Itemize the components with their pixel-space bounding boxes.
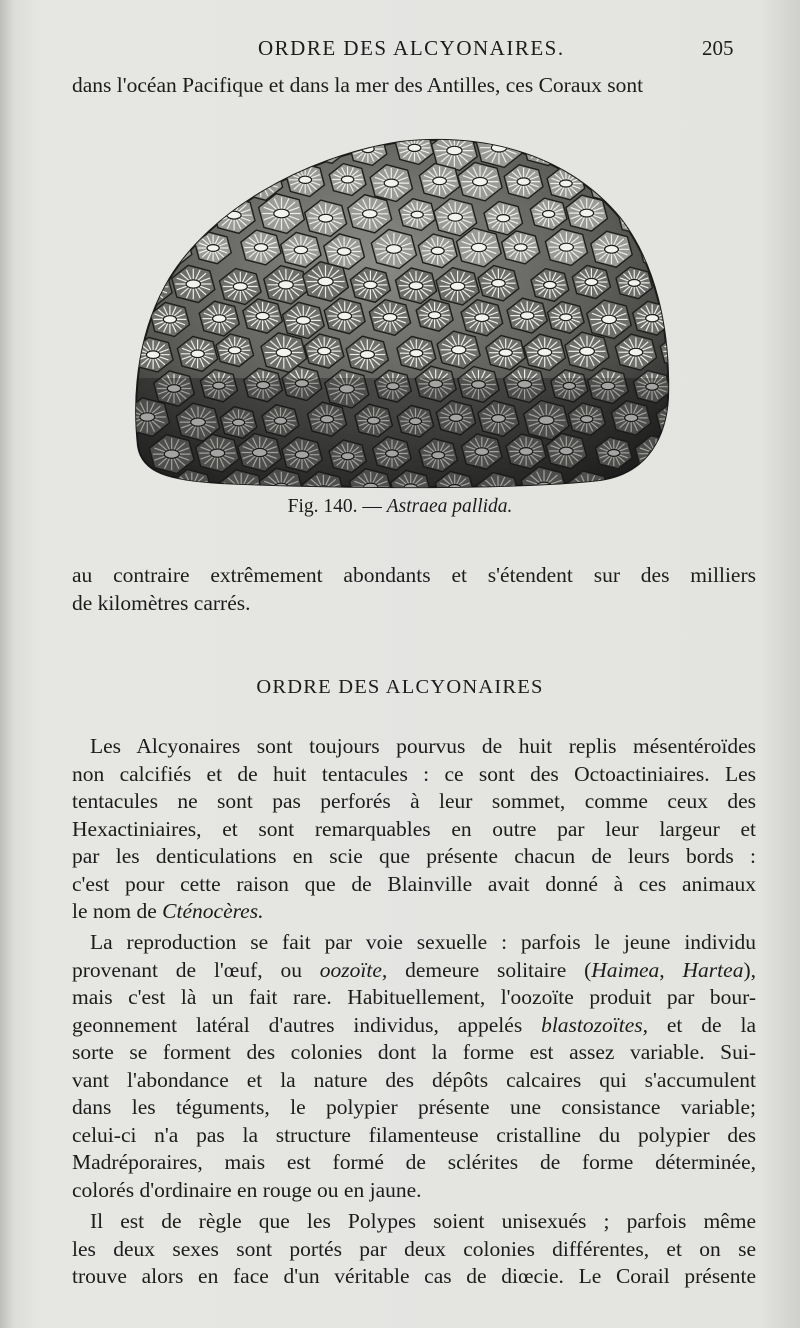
text-line — [72, 1012, 756, 1040]
text-line: La reproduction se fait par voie sexuelle : parfois le jeune individu — [90, 930, 756, 954]
running-head — [0, 36, 800, 66]
polyp-cell — [259, 128, 303, 166]
paragraph-sexes — [72, 1208, 756, 1291]
text-line: trouve alors en face d'un véritable cas de diœcie. Le Corail présente — [72, 1264, 756, 1288]
astraea-coral-engraving — [130, 128, 675, 490]
polyp-cell — [663, 268, 675, 300]
text-fragment: et de la — [648, 1012, 756, 1037]
text-line: au contraire extrêmement abondants et s'étendent sur des milliers — [72, 563, 756, 587]
intro-line: dans l'océan Pacifique et dans la mer des Antilles, ces Coraux sont — [72, 73, 644, 97]
polyp-cell — [638, 165, 676, 204]
text-line: Madréporaires, mais est formé de sclérites de forme déterminée, — [72, 1150, 756, 1174]
polyp-cell — [639, 233, 675, 268]
polyp-cell — [588, 164, 633, 203]
text-line: celui-ci n'a pas la structure filamenteuse cristalline du polypier des — [72, 1122, 756, 1147]
base-shading — [130, 378, 675, 490]
italic-term: Hartea — [682, 957, 744, 982]
text-line: c'est pour cette raison que de Blainville avait donné à ces animaux — [72, 871, 756, 896]
intro-paragraph — [72, 72, 756, 100]
polyp-cell — [572, 130, 610, 163]
italic-term: Cténocères. — [162, 899, 264, 923]
running-title: ORDRE DES ALCYONAIRES. — [258, 36, 565, 60]
text-line: de kilomètres carrés. — [72, 590, 251, 615]
caption-prefix: Fig. 140. — — [287, 496, 382, 517]
polyp-cell — [615, 474, 652, 490]
polyp-cell — [200, 165, 239, 199]
text-fragment: le nom de — [72, 899, 163, 923]
text-line: par les denticulations en scie que présente chacun de leurs bords : — [72, 844, 756, 868]
italic-term: Haimea, — [591, 957, 665, 982]
text-line: sorte se forment des colonies dont la forme est assez variable. Sui- — [72, 1040, 756, 1064]
caption-species: Astraea pallida. — [386, 496, 513, 517]
text-line: Hexactiniaires, et sont remarquables en outre par leur largeur et — [72, 816, 756, 841]
polyp-cells — [130, 128, 675, 490]
polyp-cell — [171, 130, 212, 166]
text-line — [72, 957, 756, 985]
after-figure-paragraph — [72, 562, 756, 617]
text-line: colorés d'ordinaire en rouge ou en jaune. — [72, 1177, 422, 1202]
polyp-cell — [130, 197, 169, 234]
page-number: 205 — [702, 36, 734, 60]
polyp-cell — [214, 132, 256, 168]
text-line: tentacules ne sont pas perforés à leur sommet, comme ceux des — [72, 789, 756, 813]
figure-caption — [0, 496, 800, 518]
text-line: dans les téguments, le polypier présente une consistance variable; — [72, 1095, 756, 1119]
polyp-cell — [149, 168, 188, 202]
italic-term: oozoïte, — [319, 957, 388, 982]
text-fragment: demeure solitaire ( — [387, 957, 592, 982]
polyp-cell — [659, 196, 676, 230]
coral-illustration — [130, 128, 675, 490]
text-line: les deux sexes sont portés par deux colonies différentes, et on se — [72, 1236, 756, 1261]
section-heading: ORDRE DES ALCYONAIRES — [256, 676, 544, 698]
text-line: mais c'est là un fait rare. Habituellement, l'oozoïte produit par bour- — [72, 985, 756, 1009]
text-fragment — [665, 958, 683, 982]
text-line: Il est de règle que les Polypes soient unisexués ; parfois même — [90, 1209, 756, 1233]
polyp-cell — [131, 132, 168, 165]
text-line: non calcifiés et de huit tentacules : ce sont des Octoactiniaires. Les — [72, 761, 756, 786]
italic-term: blastozoïtes, — [541, 1012, 648, 1037]
paragraph-reproduction — [72, 929, 756, 1204]
text-fragment: geonnement latéral d'autres individus, appelés — [72, 1012, 542, 1037]
polyp-cell — [619, 131, 658, 164]
polyp-cell — [618, 202, 656, 235]
paragraph-alcyonaires — [72, 733, 756, 926]
text-line — [72, 898, 756, 926]
text-fragment: ), — [743, 957, 756, 982]
text-line: Les Alcyonaires sont toujours pourvus de huit replis mésentéroïdes — [90, 734, 756, 758]
text-fragment: provenant de l'œuf, ou — [72, 957, 320, 982]
polyp-cell — [653, 466, 675, 490]
text-line: vant l'abondance et la nature des dépôts calcaires qui s'accumulent — [72, 1067, 756, 1092]
polyp-cell — [660, 131, 676, 164]
